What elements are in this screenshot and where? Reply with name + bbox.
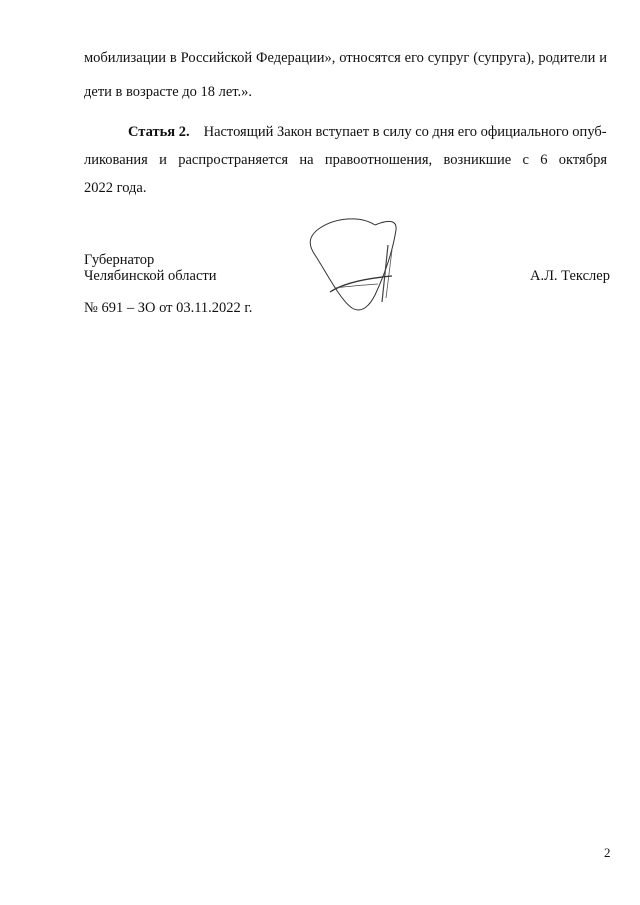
page-number: 2 <box>604 845 611 860</box>
body-text-line: дети в возрасте до 18 лет.». <box>84 84 253 100</box>
body-text-line <box>84 152 607 169</box>
signatory-name: А.Л. Текслер <box>530 268 610 284</box>
body-text-line <box>84 50 607 67</box>
signature <box>300 210 420 320</box>
article-label: Статья 2. <box>128 124 190 140</box>
body-text-line-content: мобилизации в Российской Федерации», относятся его супруг (супруга), родители и <box>84 50 607 66</box>
body-text-line: 2022 года. <box>84 180 147 196</box>
signatory-title: Губернатор <box>84 252 155 268</box>
body-text-line-content: ликования и распространяется на правоотношения, возникшие с 6 октября <box>84 152 607 168</box>
article-2-line <box>84 124 607 141</box>
law-number: № 691 – ЗО от 03.11.2022 г. <box>84 300 253 316</box>
signatory-region: Челябинской области <box>84 268 217 284</box>
body-text-line: Настоящий Закон вступает в силу со дня его официального опуб- <box>203 124 607 140</box>
